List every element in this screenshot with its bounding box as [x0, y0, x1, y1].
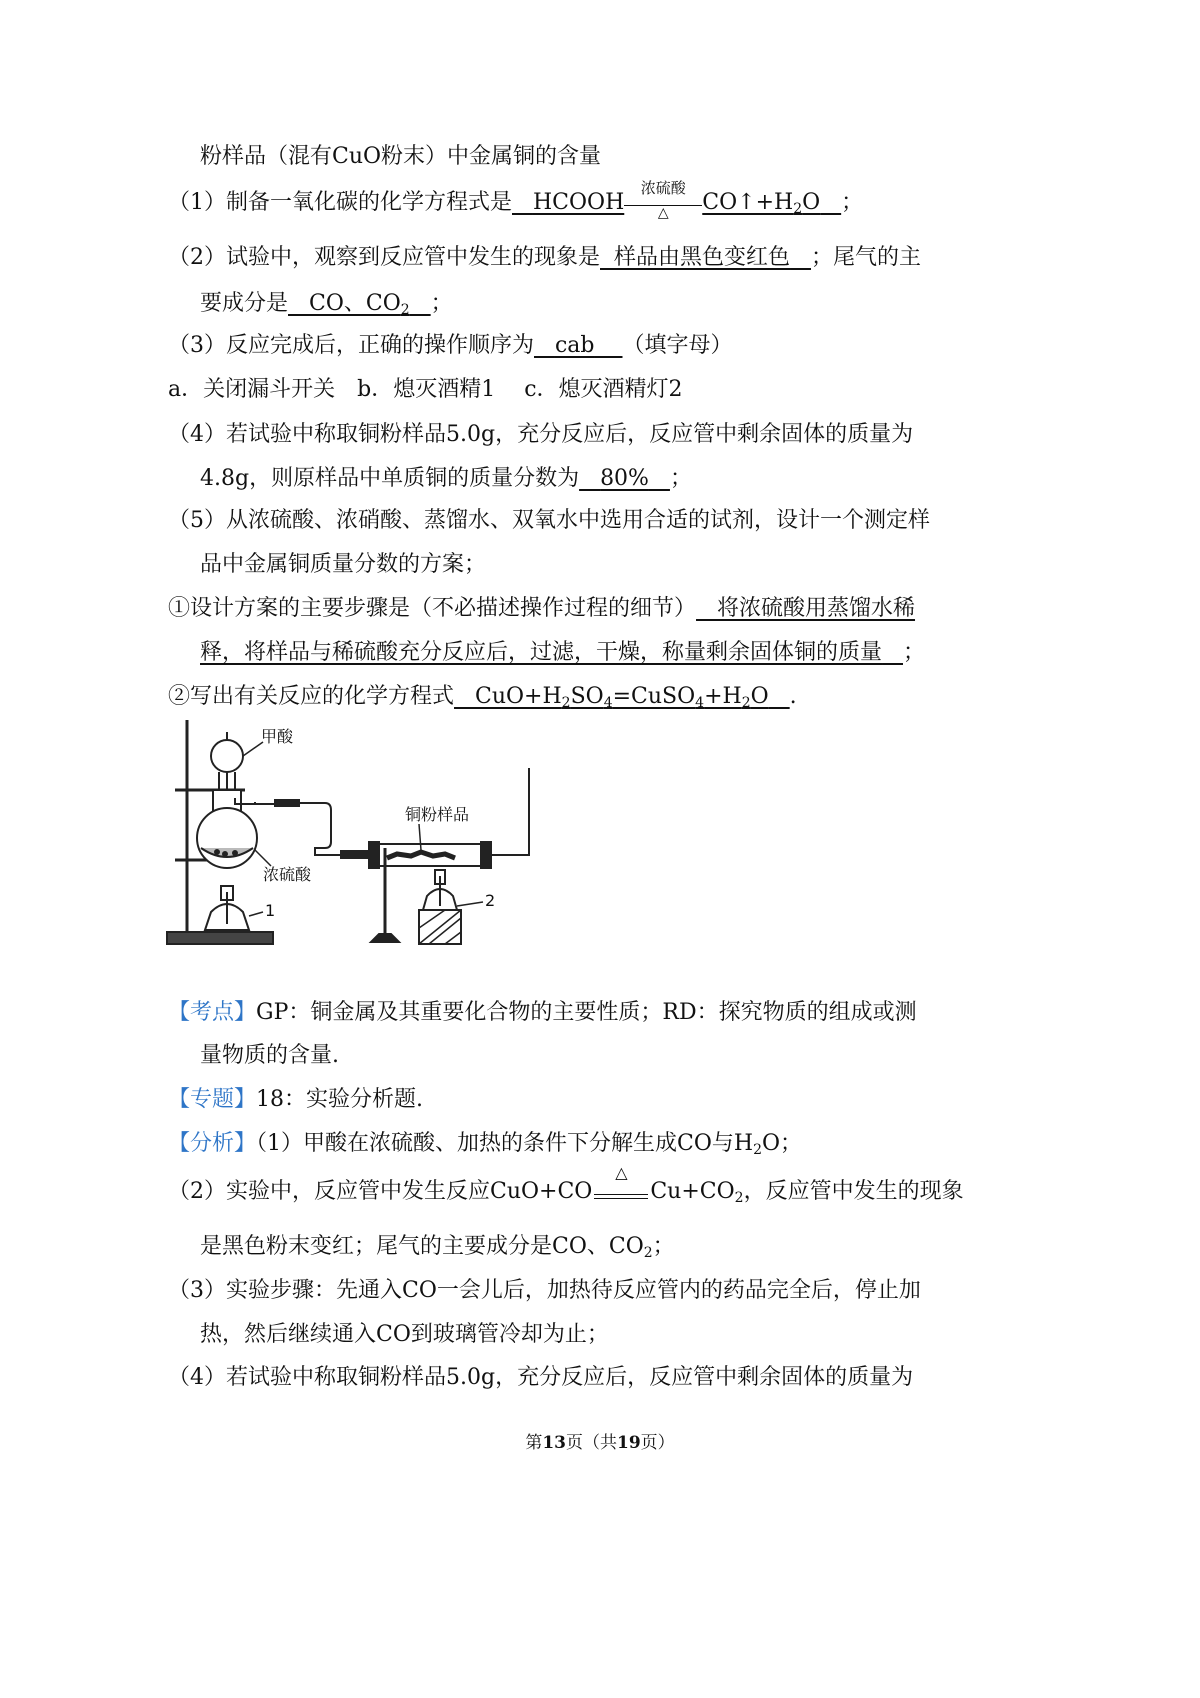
- kaodian-line: 【考点】GP：铜金属及其重要化合物的主要性质；RD：探究物质的组成或测: [168, 1000, 917, 1025]
- question-4: （4）若试验中称取铜粉样品5.0g，充分反应后，反应管中剩余固体的质量为: [168, 422, 914, 447]
- funnel-bulb: [211, 740, 243, 772]
- answer-blank: 80%: [600, 466, 649, 491]
- text-line: ②写出有关反应的化学方程式 $CuO+H_2SO_4=CuSO_4+H_2O$ .: [168, 684, 797, 711]
- label-formic-acid: 甲酸: [261, 727, 294, 746]
- page-number: 13: [542, 1433, 566, 1453]
- text-line: （3）实验步骤：先通入CO一会儿后，加热待反应管内的药品完全后，停止加: [168, 1278, 921, 1303]
- question-3: （3）反应完成后，正确的操作顺序为 cab （填字母）: [168, 333, 733, 358]
- zhuanti-line: 【专题】18：实验分析题.: [168, 1087, 424, 1112]
- text-line: 热，然后继续通入CO到玻璃管冷却为止；: [200, 1322, 609, 1347]
- label-lamp-1: 1: [265, 901, 276, 920]
- reaction-arrow: 浓硫酸 △: [624, 187, 702, 219]
- answer-blank: 将浓硫酸用蒸馏水稀: [717, 596, 916, 621]
- round-flask: [197, 808, 257, 868]
- text-line: ①设计方案的主要步骤是（不必描述操作过程的细节） 将浓硫酸用蒸馏水稀: [168, 596, 916, 621]
- answer-blank: CO、$CO_2$: [309, 291, 410, 318]
- text-line: 品中金属铜质量分数的方案；: [200, 552, 487, 577]
- text-line: （2）实验中，反应管中发生反应CuO+CO △ $Cu+CO_2$，反应管中发生的现象: [168, 1163, 964, 1206]
- question-5: （5）从浓硫酸、浓硝酸、蒸馏水、双氧水中选用合适的试剂，设计一个测定样: [168, 508, 930, 533]
- text-line: （4）若试验中称取铜粉样品5.0g，充分反应后，反应管中剩余固体的质量为: [168, 1365, 914, 1390]
- question-1: （1）制备一氧化碳的化学方程式是 HCOOH 浓硫酸 △ $CO↑+H_2O$ ；: [168, 179, 864, 221]
- text-line: 4.8g，则原样品中单质铜的质量分数为 80% ；: [200, 466, 692, 491]
- text-line: 量物质的含量.: [200, 1043, 339, 1068]
- text-line: 粉样品（混有CuO粉末）中金属铜的含量: [200, 144, 602, 169]
- answer-blank: 样品由黑色变红色: [614, 245, 791, 270]
- answer-blank: 释，将样品与稀硫酸充分反应后，过滤，干燥，称量剩余固体铜的质量: [200, 640, 883, 665]
- text-line: 要成分是 CO、$CO_2$ ；: [200, 291, 453, 318]
- question-2: （2）试验中，观察到反应管中发生的现象是 样品由黑色变红色 ；尾气的主: [168, 245, 922, 270]
- label-conc-acid: 浓硫酸: [263, 865, 312, 884]
- text-line: 是黑色粉末变红；尾气的主要成分是CO、$CO_2$；: [200, 1234, 675, 1261]
- label-lamp-2: 2: [485, 891, 496, 910]
- label-sample: 铜粉样品: [405, 805, 470, 824]
- options-line: a．关闭漏斗开关 b．熄灭酒精1 c．熄灭酒精灯2: [168, 377, 683, 402]
- page-total: 19: [617, 1433, 641, 1453]
- apparatus-diagram: [165, 720, 545, 952]
- answer-blank: $CuO+H_2SO_4=CuSO_4+H_2O$: [475, 684, 769, 711]
- answer-blank: cab: [554, 333, 595, 358]
- page-footer: 第13页（共19页）: [525, 1433, 675, 1453]
- stand-base-left: [167, 932, 273, 944]
- zhuanti-tag: 【专题】: [168, 1087, 257, 1112]
- fenxi-tag: 【分析】: [168, 1131, 257, 1156]
- fenxi-line: 【分析】（1）甲酸在浓硫酸、加热的条件下分解生成CO与$H_2O$；: [168, 1131, 803, 1158]
- text-line: 释，将样品与稀硫酸充分反应后，过滤，干燥，称量剩余固体铜的质量 ；: [200, 640, 926, 665]
- answer-blank: HCOOH 浓硫酸 △ $CO↑+H_2O$: [532, 179, 821, 221]
- kaodian-tag: 【考点】: [168, 1000, 257, 1025]
- equation-sign: △: [592, 1176, 650, 1208]
